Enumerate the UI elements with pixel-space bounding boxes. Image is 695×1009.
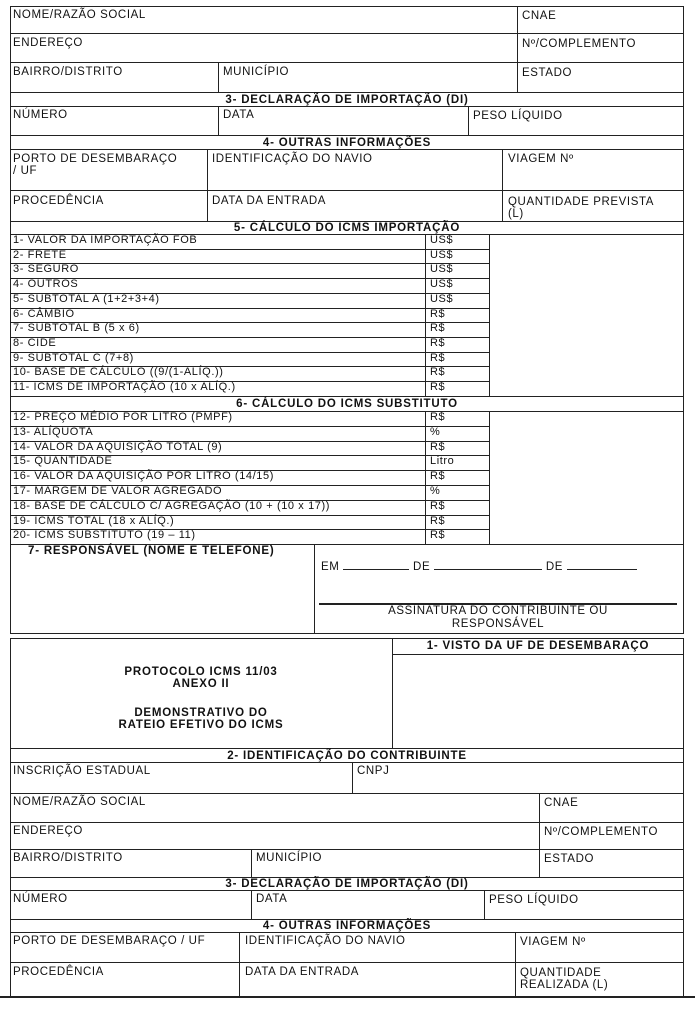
divider bbox=[10, 932, 684, 933]
calc-row-label: 1- VALOR DA IMPORTAÇÃO FOB bbox=[13, 234, 198, 246]
label-porto: PORTO DE DESEMBARAÇO bbox=[13, 153, 178, 165]
divider bbox=[10, 135, 684, 136]
calc-row-label: 15- QUANTIDADE bbox=[13, 455, 113, 468]
calc-row-value-field[interactable] bbox=[489, 278, 684, 293]
section-title-responsavel: 7- RESPONSÁVEL (NOME E TELEFONE) bbox=[28, 545, 275, 557]
divider bbox=[539, 793, 540, 822]
divider bbox=[539, 849, 540, 877]
label-complemento: Nº/COMPLEMENTO bbox=[544, 826, 658, 838]
label-porto: PORTO DE DESEMBARAÇO / UF bbox=[13, 935, 206, 947]
label-inscricao: INSCRIÇÃO ESTADUAL bbox=[13, 765, 151, 777]
row-divider bbox=[10, 308, 489, 309]
label-municipio: MUNICÍPIO bbox=[223, 66, 290, 78]
label-responsavel: RESPONSÁVEL bbox=[451, 618, 545, 630]
calc-row-unit: US$ bbox=[430, 248, 454, 261]
calc-row-label: 5- SUBTOTAL A (1+2+3+4) bbox=[13, 292, 160, 305]
calc-row-unit: R$ bbox=[430, 366, 446, 379]
calc-row-unit: R$ bbox=[430, 381, 446, 393]
calc-row-value-field[interactable] bbox=[489, 308, 684, 323]
calc-row-unit: US$ bbox=[430, 278, 454, 291]
calc-row-value-field[interactable] bbox=[489, 381, 684, 396]
label-navio: IDENTIFICAÇÃO DO NAVIO bbox=[212, 153, 373, 165]
label-nome: NOME/RAZÃO SOCIAL bbox=[13, 9, 146, 21]
day-blank[interactable] bbox=[343, 560, 409, 570]
date-line bbox=[321, 560, 637, 573]
label-estado: ESTADO bbox=[544, 853, 595, 865]
row-divider bbox=[10, 337, 489, 338]
label-quantidade-unit: REALIZADA (L) bbox=[520, 979, 609, 991]
calc-row-unit: US$ bbox=[430, 234, 454, 246]
divider bbox=[10, 149, 684, 150]
label-porto-uf: / UF bbox=[13, 165, 38, 177]
calc-row-unit: R$ bbox=[430, 529, 446, 542]
calc-row-unit: R$ bbox=[430, 351, 446, 364]
divider bbox=[10, 822, 684, 823]
label-peso: PESO LÍQUIDO bbox=[489, 894, 579, 906]
calc-row-value-field[interactable] bbox=[489, 337, 684, 352]
calc-row-unit: R$ bbox=[430, 499, 446, 512]
calc-row-unit: % bbox=[430, 425, 441, 438]
column-divider bbox=[425, 234, 426, 396]
label-endereco: ENDEREÇO bbox=[13, 37, 83, 49]
calc-row-unit: US$ bbox=[430, 263, 454, 276]
divider bbox=[218, 62, 219, 92]
calc-row-label: 16- VALOR DA AQUISIÇÃO POR LITRO (14/15) bbox=[13, 470, 274, 483]
calc-row-value-field[interactable] bbox=[489, 441, 684, 456]
calc-row-value-field[interactable] bbox=[489, 426, 684, 441]
divider bbox=[10, 92, 684, 93]
divider bbox=[10, 962, 684, 963]
annex-label: ANEXO II bbox=[172, 678, 230, 690]
divider bbox=[517, 62, 518, 92]
calc-row-value-field[interactable] bbox=[489, 515, 684, 530]
calc-row-label: 17- MARGEM DE VALOR AGREGADO bbox=[13, 485, 223, 497]
section-title-icms-substituto: 6- CÁLCULO DO ICMS SUBSTITUTO bbox=[236, 398, 458, 410]
label-de: DE bbox=[545, 561, 564, 573]
calc-row-label: 12- PREÇO MÉDIO POR LITRO (PMPF) bbox=[13, 411, 233, 423]
divider bbox=[10, 748, 684, 749]
divider bbox=[10, 793, 684, 794]
divider bbox=[10, 106, 684, 107]
label-cnae: CNAE bbox=[544, 797, 579, 809]
calc-row-unit: R$ bbox=[430, 322, 446, 335]
divider bbox=[517, 6, 518, 33]
label-assinatura: ASSINATURA DO CONTRIBUINTE OU bbox=[388, 605, 608, 617]
calc-row-unit: R$ bbox=[430, 307, 446, 320]
calc-row-unit: R$ bbox=[430, 411, 446, 423]
calc-row-value-field[interactable] bbox=[489, 470, 684, 485]
label-navio: IDENTIFICAÇÃO DO NAVIO bbox=[245, 935, 406, 947]
calc-row-value-field[interactable] bbox=[489, 352, 684, 367]
calc-row-label: 2- FRETE bbox=[13, 248, 67, 261]
label-data: DATA bbox=[223, 109, 255, 121]
year-blank[interactable] bbox=[567, 560, 637, 570]
divider bbox=[484, 890, 485, 919]
divider bbox=[218, 106, 219, 135]
label-endereco: ENDEREÇO bbox=[13, 825, 83, 837]
label-numero: NÚMERO bbox=[13, 893, 68, 905]
label-cnae: CNAE bbox=[522, 10, 557, 22]
calc-row-label: 11- ICMS DE IMPORTAÇÃO (10 x ALÍQ.) bbox=[13, 381, 236, 393]
calc-row-label: 7- SUBTOTAL B (5 x 6) bbox=[13, 322, 140, 335]
calc-row-label: 20- ICMS SUBSTITUTO (19 – 11) bbox=[13, 529, 196, 542]
divider bbox=[251, 849, 252, 877]
calc-row-value-field[interactable] bbox=[489, 249, 684, 264]
page-bottom-rule bbox=[0, 996, 695, 998]
divider bbox=[352, 762, 353, 793]
month-blank[interactable] bbox=[434, 560, 542, 570]
label-complemento: Nº/COMPLEMENTO bbox=[522, 38, 636, 50]
calc-row-value-field[interactable] bbox=[489, 366, 684, 381]
label-procedencia: PROCEDÊNCIA bbox=[13, 195, 104, 207]
divider bbox=[314, 544, 315, 634]
calc-row-label: 10- BASE DE CÁLCULO ((9/(1-ALÍQ.)) bbox=[13, 366, 224, 379]
divider bbox=[539, 822, 540, 849]
label-estado: ESTADO bbox=[522, 67, 573, 79]
calc-row-label: 14- VALOR DA AQUISIÇÃO TOTAL (9) bbox=[13, 440, 223, 453]
calc-row-label: 6- CÂMBIO bbox=[13, 307, 75, 320]
calc-row-value-field[interactable] bbox=[489, 485, 684, 500]
column-divider bbox=[489, 411, 490, 544]
label-bairro: BAIRRO/DISTRITO bbox=[13, 66, 123, 78]
section-title-outras: 4- OUTRAS INFORMAÇÕES bbox=[262, 920, 432, 932]
label-cnpj: CNPJ bbox=[357, 765, 390, 777]
calc-row-unit: R$ bbox=[430, 514, 446, 527]
calc-row-value-field[interactable] bbox=[489, 263, 684, 278]
label-nome: NOME/RAZÃO SOCIAL bbox=[13, 796, 146, 808]
divider bbox=[10, 849, 684, 850]
label-viagem: VIAGEM Nº bbox=[520, 936, 586, 948]
label-procedencia: PROCEDÊNCIA bbox=[13, 966, 104, 978]
calc-row-label: 18- BASE DE CÁLCULO C/ AGREGAÇÃO (10 + (10 x 17)) bbox=[13, 499, 331, 512]
section-title-di: 3- DECLARAÇÃO DE IMPORTAÇÃO (DI) bbox=[225, 878, 469, 890]
calc-row-value-field[interactable] bbox=[489, 234, 684, 249]
label-quantidade-unit: (L) bbox=[508, 208, 524, 220]
section-title-identificacao: 2- IDENTIFICAÇÃO DO CONTRIBUINTE bbox=[227, 750, 467, 762]
calc-row-label: 3- SEGURO bbox=[13, 263, 79, 276]
label-viagem: VIAGEM Nº bbox=[508, 153, 574, 165]
calc-row-label: 13- ALÍQUOTA bbox=[13, 425, 94, 438]
divider bbox=[10, 890, 684, 891]
divider bbox=[517, 33, 518, 62]
calc-row-unit: R$ bbox=[430, 336, 446, 349]
calc-row-unit: R$ bbox=[430, 470, 446, 483]
divider bbox=[502, 149, 503, 221]
demonstrativo-subtitle: RATEIO EFETIVO DO ICMS bbox=[118, 719, 284, 731]
label-data: DATA bbox=[256, 893, 288, 905]
calc-row-value-field[interactable] bbox=[489, 411, 684, 426]
label-data-entrada: DATA DA ENTRADA bbox=[245, 966, 360, 978]
divider bbox=[10, 62, 684, 63]
calc-row-label: 19- ICMS TOTAL (18 x ALÍQ.) bbox=[13, 514, 175, 527]
column-divider bbox=[489, 234, 490, 396]
calc-row-label: 4- OUTROS bbox=[13, 278, 79, 291]
section-title-outras: 4- OUTRAS INFORMAÇÕES bbox=[262, 137, 432, 149]
label-quantidade-realizada: QUANTIDADE bbox=[520, 967, 602, 979]
calc-row-label: 8- CIDE bbox=[13, 336, 57, 349]
calc-row-value-field[interactable] bbox=[489, 529, 684, 544]
calc-row-unit: R$ bbox=[430, 440, 446, 453]
label-quantidade-prevista: QUANTIDADE PREVISTA bbox=[508, 196, 655, 208]
calc-row-value-field[interactable] bbox=[489, 322, 684, 337]
divider bbox=[10, 190, 684, 191]
row-divider bbox=[10, 263, 489, 264]
divider bbox=[10, 33, 684, 34]
divider bbox=[515, 932, 516, 996]
calc-row-unit: US$ bbox=[430, 292, 454, 305]
protocol-title: PROTOCOLO ICMS 11/03 bbox=[124, 666, 278, 678]
label-em: EM bbox=[321, 561, 340, 573]
calc-row-unit: Litro bbox=[430, 455, 455, 468]
divider bbox=[239, 932, 240, 996]
section-title-icms-importacao: 5- CÁLCULO DO ICMS IMPORTAÇÃO bbox=[233, 222, 461, 234]
label-de: DE bbox=[413, 561, 431, 573]
label-data-entrada: DATA DA ENTRADA bbox=[212, 195, 327, 207]
demonstrativo-title: DEMONSTRATIVO DO bbox=[134, 707, 268, 719]
calc-row-value-field[interactable] bbox=[489, 500, 684, 515]
label-bairro: BAIRRO/DISTRITO bbox=[13, 852, 123, 864]
divider bbox=[392, 654, 684, 655]
calc-row-label: 9- SUBTOTAL C (7+8) bbox=[13, 351, 134, 364]
section-title-visto: 1- VISTO DA UF DE DESEMBARAÇO bbox=[426, 640, 650, 652]
section-title-di: 3- DECLARAÇÃO DE IMPORTAÇÃO (DI) bbox=[225, 94, 469, 106]
divider bbox=[10, 396, 684, 397]
calc-row-unit: % bbox=[430, 485, 441, 497]
divider bbox=[207, 149, 208, 221]
calc-row-value-field[interactable] bbox=[489, 455, 684, 470]
divider bbox=[10, 762, 684, 763]
divider bbox=[251, 890, 252, 919]
column-divider bbox=[425, 411, 426, 544]
label-municipio: MUNICÍPIO bbox=[256, 852, 323, 864]
row-divider bbox=[10, 278, 489, 279]
divider bbox=[468, 106, 469, 135]
row-divider bbox=[10, 249, 489, 250]
label-numero: NÚMERO bbox=[13, 109, 68, 121]
label-peso: PESO LÍQUIDO bbox=[473, 110, 563, 122]
calc-row-value-field[interactable] bbox=[489, 293, 684, 308]
